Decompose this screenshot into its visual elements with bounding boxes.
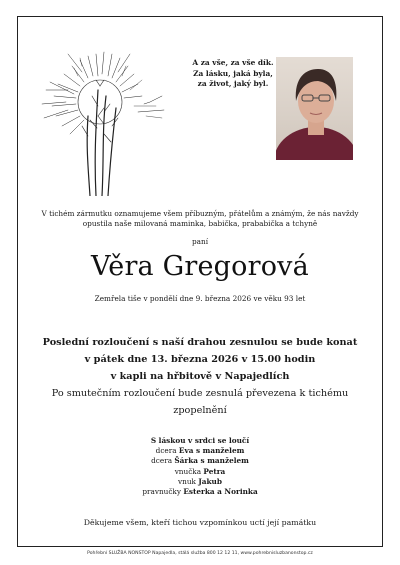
deceased-name: Věra Gregorová [91, 251, 309, 282]
mourner-row: vnučka Petra [174, 466, 226, 476]
farewell-line: Poslední rozloučení s naší drahou zesnulou se bude konat [42, 337, 358, 348]
quote-line: za život, jaký byl. [197, 79, 269, 88]
memorial-quote [188, 58, 278, 90]
mourner-row: pravnučky Esterka a Norinka [142, 487, 258, 497]
death-note: Zemřela tiše v pondělí dne 9. března 2026 ve věku 93 let [94, 294, 306, 303]
mourner-row: vnuk Jakub [178, 476, 222, 486]
mourner-row: dcera Šárka s manželem [151, 456, 249, 466]
mourners-heading: S láskou v srdci se loučí [150, 436, 250, 445]
portrait-photo [276, 57, 353, 160]
quote-line: Za lásku, jaká byla, [193, 68, 273, 78]
funeral-service-footer: Pohřební SLUŽBA NONSTOP Napajedla, stálá služba 800 12 12 11, www.pohrebnisluzbanonstop.cz [87, 551, 313, 556]
moon-reeds-illustration [38, 46, 168, 196]
mourners-list [30, 436, 370, 497]
mourner-row: dcera Eva s manželem [155, 446, 245, 456]
farewell-place: v kapli na hřbitově v Napajedlích [110, 371, 290, 382]
quote-line: A za vše, za vše dík. [192, 58, 274, 67]
portrait-illustration [276, 57, 353, 160]
cremation-note: Po smutečním rozloučení bude zesnulá převezena k tichému zpopelnění [51, 388, 349, 416]
thanks-text: Děkujeme všem, kteří tichou vzpomínkou uctí její památku [83, 518, 317, 527]
farewell-details [30, 334, 370, 419]
title-prefix: paní [191, 237, 209, 246]
farewell-date: v pátek dne 13. března 2026 v 15.00 hodin [84, 354, 316, 365]
announcement-text: V tichém zármutku oznamujeme všem příbuzným, přátelům a známým, že nás navždy opustila naše milovaná maminka, babička, prababička a tchyně [41, 209, 359, 228]
